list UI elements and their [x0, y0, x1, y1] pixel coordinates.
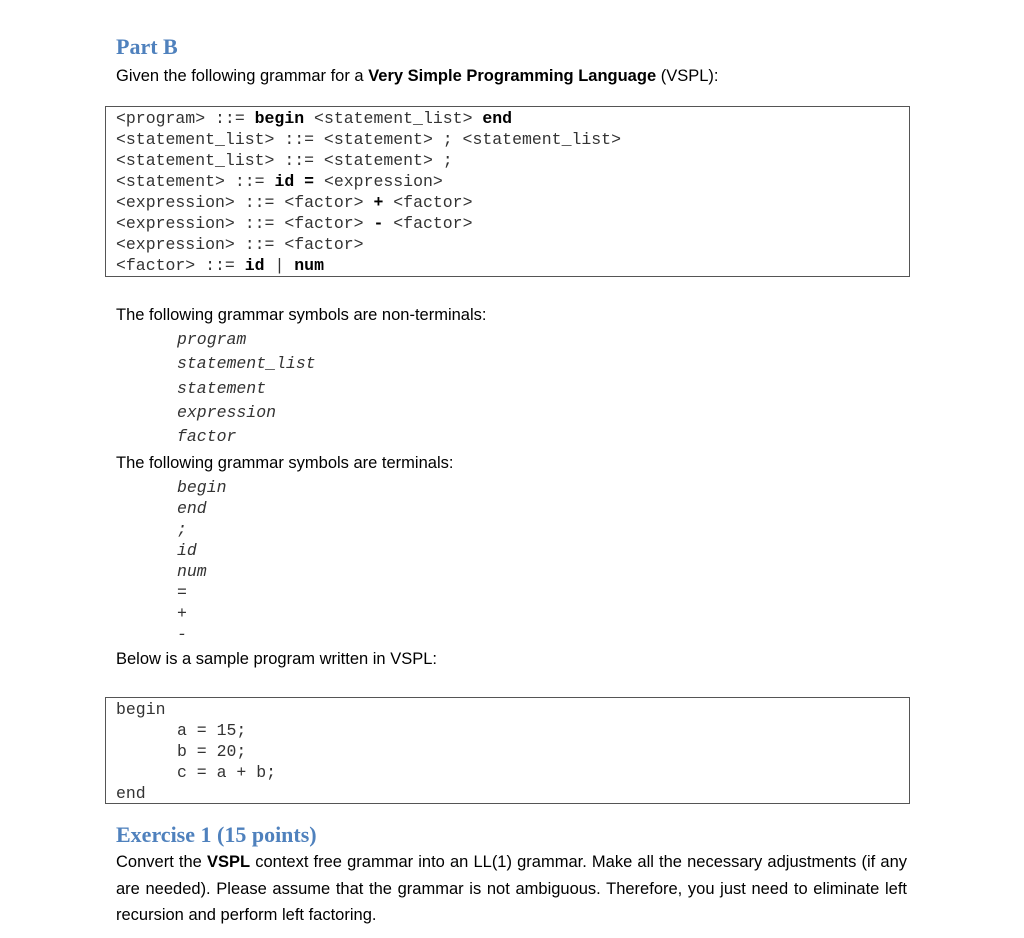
grammar-text: <expression>: [314, 172, 443, 191]
grammar-text: <expression> ::= <factor>: [116, 193, 374, 212]
intro-suffix: (VSPL):: [656, 67, 719, 85]
intro-paragraph: [116, 66, 718, 86]
terminal-symbol: num: [177, 562, 207, 581]
grammar-text: <program> ::=: [116, 109, 255, 128]
grammar-terminal: end: [482, 109, 513, 128]
terminals-label: The following grammar symbols are terminals:: [116, 454, 454, 472]
program-statement: a = 15;: [177, 721, 247, 740]
exercise-text-start: Convert the: [116, 853, 207, 871]
grammar-text: <factor>: [383, 214, 473, 233]
grammar-rule: [116, 234, 364, 255]
grammar-terminal: =: [304, 172, 315, 191]
program-statement: c = a + b;: [177, 763, 277, 782]
grammar-rule: [116, 192, 472, 213]
nonterminal-symbol: statement_list: [177, 354, 316, 374]
grammar-rule: [116, 171, 443, 192]
grammar-text: <expression> ::= <factor>: [116, 235, 364, 254]
program-begin: begin: [116, 700, 166, 719]
intro-language-name: Very Simple Programming Language: [368, 67, 657, 85]
terminal-symbol: =: [177, 583, 187, 602]
nonterminal-symbol: program: [177, 330, 247, 349]
exercise-heading: Exercise 1 (15 points): [116, 822, 317, 847]
grammar-text: |: [264, 256, 295, 275]
nonterminal-symbol: statement: [177, 378, 267, 398]
intro-prefix: Given the following grammar for a: [116, 67, 369, 85]
exercise-paragraph: [116, 849, 907, 929]
grammar-rule: [116, 129, 621, 150]
grammar-text: [294, 172, 304, 191]
terminal-symbol: +: [177, 604, 187, 623]
grammar-text: <statement_list> ::= <statement> ; <statement_list>: [116, 130, 621, 149]
grammar-terminal: -: [373, 214, 384, 233]
grammar-rule: [116, 150, 453, 171]
grammar-box: [105, 106, 910, 277]
exercise-text-rest: context free grammar into an LL(1) grammar. Make all the necessary adjustments (if any are needed). Please assume that the grammar is not ambiguous. Therefore, you just need to eliminate left recursion and perform left factoring.: [116, 853, 907, 924]
grammar-rule: [116, 108, 512, 129]
terminal-symbol: id: [177, 541, 197, 560]
terminal-symbol: -: [177, 625, 187, 644]
terminal-symbol: end: [177, 499, 207, 518]
grammar-text: <expression> ::= <factor>: [116, 214, 374, 233]
terminal-symbol: begin: [177, 478, 227, 497]
grammar-text: <factor>: [383, 193, 473, 212]
nonterminal-symbol: expression: [177, 402, 277, 422]
grammar-text: <statement_list> ::= <statement> ;: [116, 151, 453, 170]
sample-program-box: [105, 697, 910, 804]
grammar-terminal: id: [244, 256, 265, 275]
program-end: end: [116, 784, 146, 803]
grammar-text: <statement_list>: [304, 109, 483, 128]
grammar-terminal: num: [294, 256, 324, 275]
grammar-terminal: begin: [254, 109, 305, 128]
part-heading: Part B: [116, 34, 178, 59]
grammar-rule: [116, 255, 324, 276]
grammar-terminal: +: [373, 193, 384, 212]
grammar-terminal: id: [274, 172, 295, 191]
terminal-symbol: ;: [177, 520, 187, 539]
nonterminals-label: The following grammar symbols are non-terminals:: [116, 306, 487, 324]
sample-label: Below is a sample program written in VSPL:: [116, 650, 437, 668]
exercise-vspl: VSPL: [206, 853, 251, 871]
program-statement: b = 20;: [177, 742, 247, 761]
grammar-text: <factor> ::=: [116, 256, 245, 275]
grammar-text: <statement> ::=: [116, 172, 275, 191]
nonterminal-symbol: factor: [177, 427, 237, 447]
grammar-rule: [116, 213, 472, 234]
